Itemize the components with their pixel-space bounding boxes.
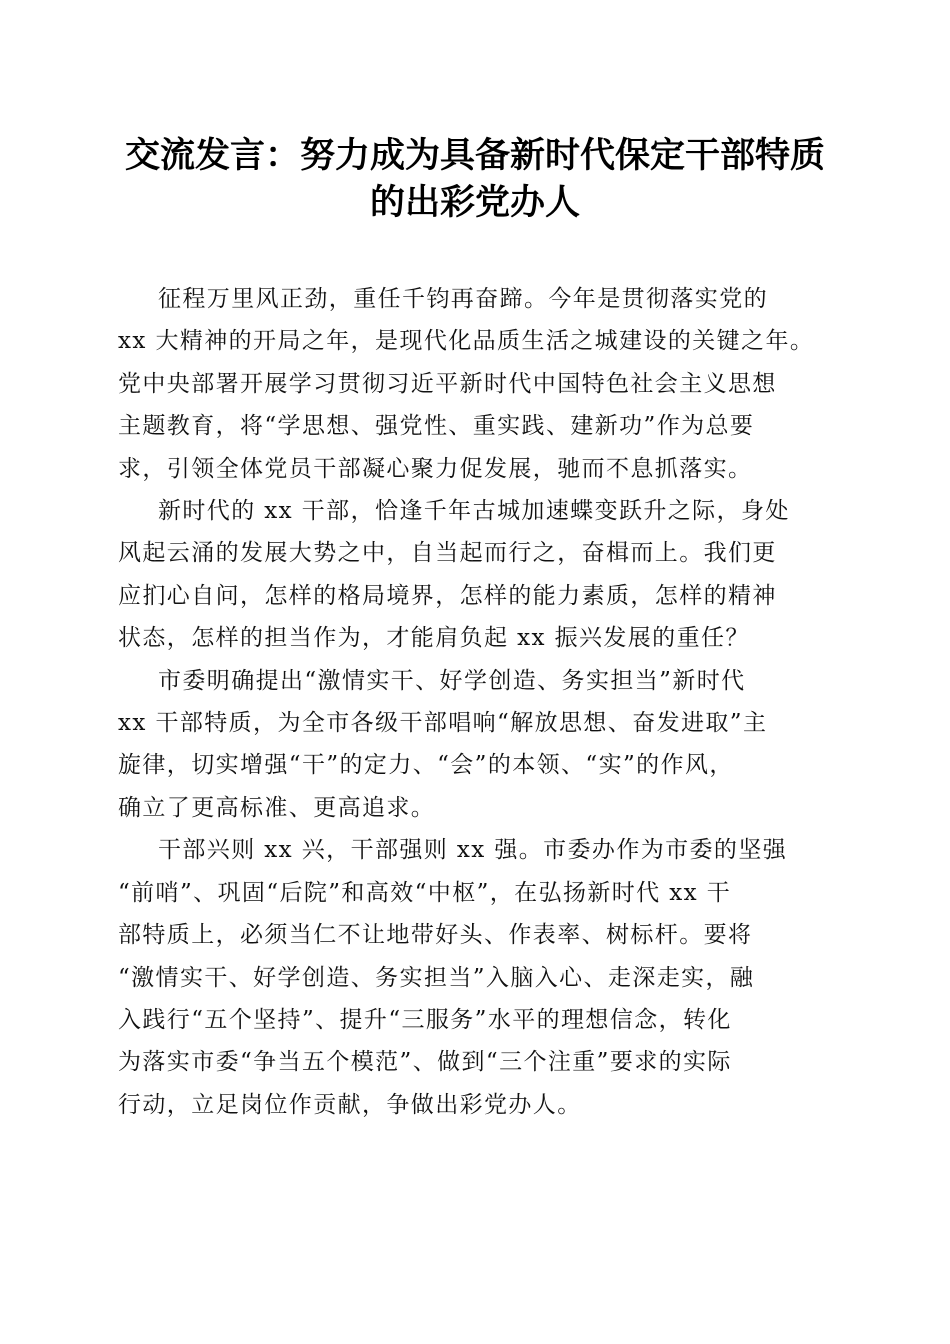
text-line: 旋律，切实增强“干”的定力、“会”的本领、“实”的作风， xyxy=(118,752,734,779)
text-line: 征程万里风正劲，重任千钧再奋蹄。今年是贯彻落实党的 xyxy=(158,286,768,312)
text-line: 求，引领全体党员干部凝心聚力促发展，驰而不息抓落实。 xyxy=(118,455,753,482)
text-line: xx 干部特质，为全市各级干部唱响“解放思想、奋发进取”主 xyxy=(118,710,768,737)
text-line: 主题教育，将“学思想、强党性、重实践、建新功”作为总要 xyxy=(118,413,755,440)
title-line: 交流发言：努力成为具备新时代保定干部特质 xyxy=(124,135,825,176)
title-line: 的出彩党办人 xyxy=(369,182,580,223)
text-line: “前哨”、巩固“后院”和高效“中枢”，在弘扬新时代 xx 干 xyxy=(118,879,732,906)
paragraph-3 xyxy=(118,660,833,830)
text-line: 入践行“五个坚持”、提升“三服务”水平的理想信念，转化 xyxy=(118,1006,732,1033)
text-line: 行动，立足岗位作贡献，争做出彩党办人。 xyxy=(118,1091,582,1118)
text-line: 风起云涌的发展大势之中，自当起而行之，奋楫而上。我们更 xyxy=(118,540,777,567)
text-line: xx 大精神的开局之年，是现代化品质生活之城建设的关键之年。 xyxy=(118,328,815,355)
text-line: 干部兴则 xx 兴，干部强则 xx 强。市委办作为市委的坚强 xyxy=(158,837,788,864)
text-line: 新时代的 xx 干部，恰逢千年古城加速蝶变跃升之际，身处 xyxy=(158,498,790,525)
page-title xyxy=(100,132,850,226)
body-text xyxy=(118,278,833,1126)
paragraph-4 xyxy=(118,829,833,1126)
paragraph-1 xyxy=(118,278,833,490)
text-line: 应扪心自问，怎样的格局境界，怎样的能力素质，怎样的精神 xyxy=(118,582,777,609)
text-line: 为落实市委“争当五个模范”、做到“三个注重”要求的实际 xyxy=(118,1049,732,1076)
text-line: 党中央部署开展学习贯彻习近平新时代中国特色社会主义思想 xyxy=(118,370,777,397)
text-line: 部特质上，必须当仁不让地带好头、作表率、树标杆。要将 xyxy=(118,922,753,949)
text-line: 市委明确提出“激情实干、好学创造、务实担当”新时代 xyxy=(158,667,746,694)
text-line: 状态，怎样的担当作为，才能肩负起 xx 振兴发展的重任？ xyxy=(118,625,750,652)
text-line: “激情实干、好学创造、务实担当”入脑入心、走深走实，融 xyxy=(118,964,755,991)
text-line: 确立了更高标准、更高追求。 xyxy=(118,794,436,821)
paragraph-2 xyxy=(118,490,833,660)
